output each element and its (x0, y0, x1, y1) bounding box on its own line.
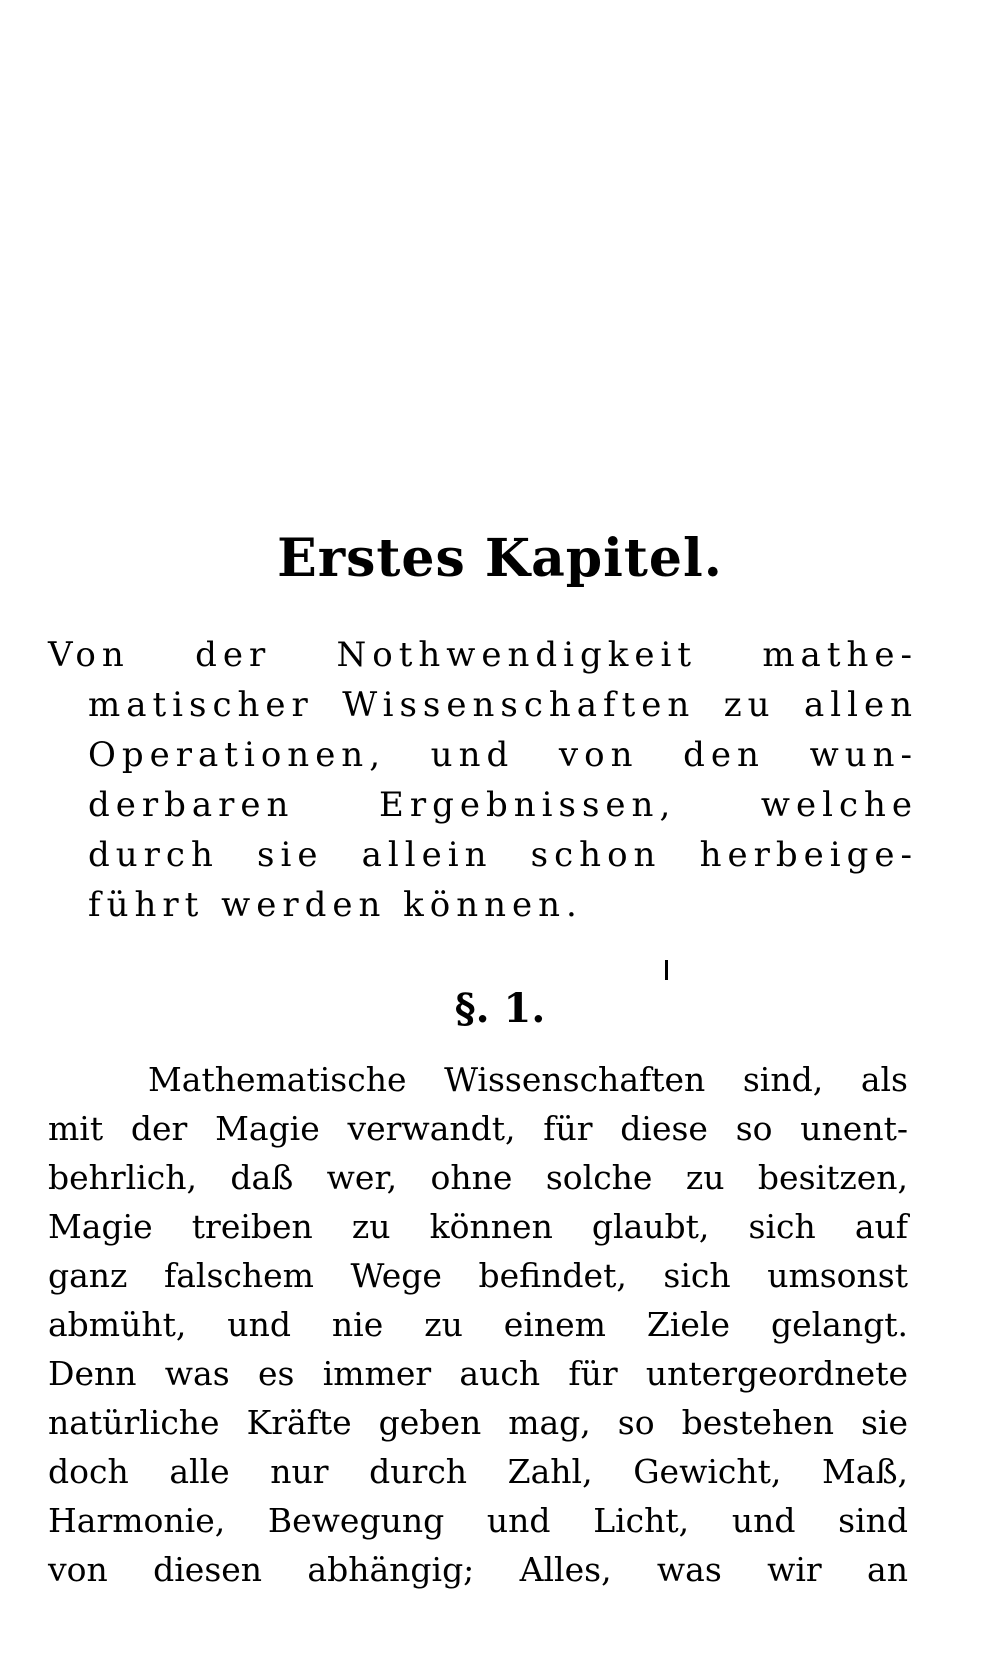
section-number: §. 1. (454, 985, 546, 1032)
body-line: natürliche Kräfte geben mag, so bestehen sie (48, 1403, 908, 1442)
summary-line: führt werden können. (88, 885, 583, 925)
body-line: Mathematische Wissenschaften sind, als (148, 1060, 908, 1099)
body-paragraph (48, 1055, 908, 1594)
body-line: mit der Magie verwandt, für diese so unent- (48, 1109, 908, 1148)
body-line: Harmonie, Bewegung und Licht, und sind (48, 1501, 908, 1540)
body-line: abmüht, und nie zu einem Ziele gelangt. (48, 1305, 908, 1344)
chapter-title: Erstes Kapitel. (277, 528, 723, 589)
body-line: doch alle nur durch Zahl, Gewicht, Maß, (48, 1452, 908, 1491)
summary-line: matischer Wissenschaften zu allen (88, 685, 918, 725)
chapter-summary (48, 630, 918, 930)
summary-line: Operationen, und von den wun- (88, 735, 918, 775)
stray-print-mark (665, 960, 668, 980)
body-line: Denn was es immer auch für untergeordnete (48, 1354, 908, 1393)
body-line: ganz falschem Wege befindet, sich umsonst (48, 1256, 908, 1295)
body-line: behrlich, daß wer, ohne solche zu besitzen, (48, 1158, 908, 1197)
summary-line: Von der Nothwendigkeit mathe- (48, 635, 918, 675)
summary-line: durch sie allein schon herbeige- (88, 835, 918, 875)
summary-line: derbaren Ergebnissen, welche (88, 785, 918, 825)
body-line: von diesen abhängig; Alles, was wir an (48, 1550, 908, 1589)
body-line: Magie treiben zu können glaubt, sich auf (48, 1207, 908, 1246)
